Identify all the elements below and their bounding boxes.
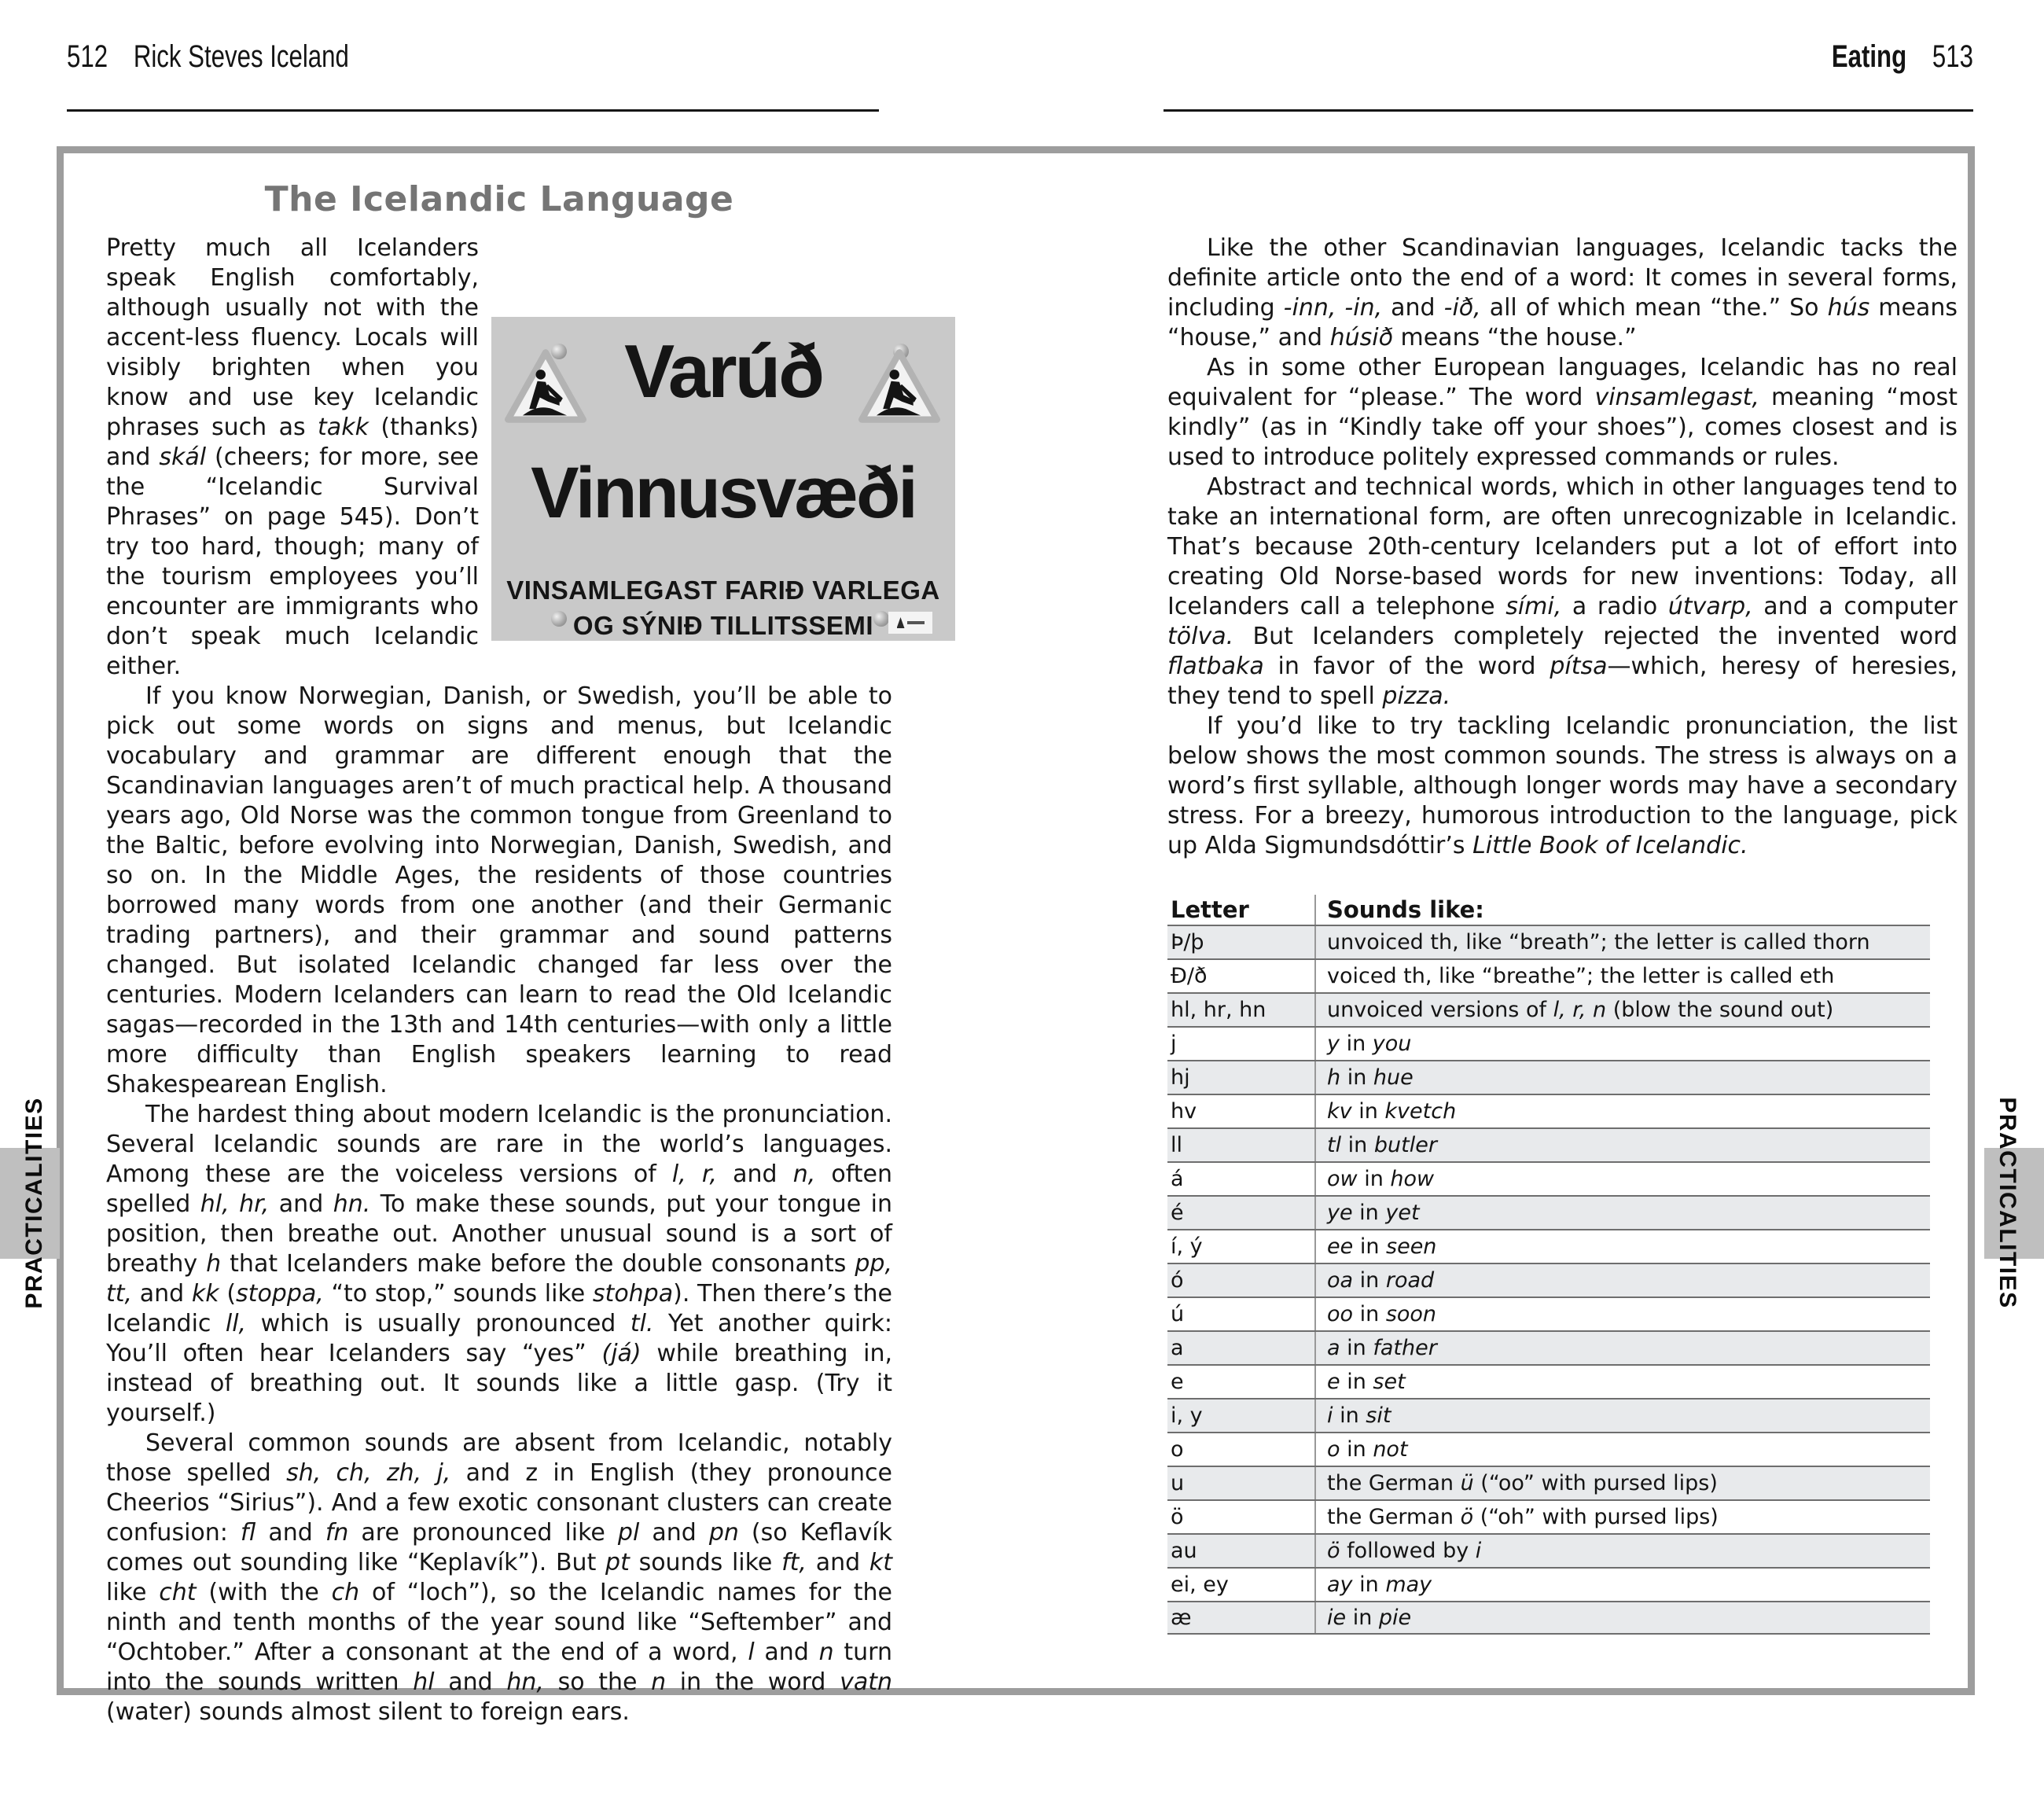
left-column (106, 234, 940, 1727)
table-letter-cell: ei, ey (1167, 1569, 1316, 1601)
table-row (1167, 1330, 1930, 1364)
table-row (1167, 1364, 1930, 1398)
table-row (1167, 958, 1930, 992)
paragraph (1167, 353, 1958, 473)
table-sounds-cell: a in father (1327, 1336, 1437, 1360)
page-number-left: 512 (67, 39, 108, 74)
table-letter-cell: i, y (1167, 1400, 1316, 1432)
table-row (1167, 1398, 1930, 1432)
paragraph (106, 1100, 892, 1429)
table-row (1167, 1601, 1930, 1635)
table-row (1167, 1161, 1930, 1195)
table-letter-cell: æ (1167, 1602, 1316, 1633)
sign-maker-logo (888, 612, 932, 634)
table-row (1167, 1297, 1930, 1330)
paragraph (1167, 234, 1958, 353)
table-row (1167, 1060, 1930, 1094)
table-letter-cell: hj (1167, 1061, 1316, 1094)
book-title: Rick Steves Iceland (133, 39, 349, 74)
table-letter-cell: hv (1167, 1095, 1316, 1127)
table-sounds-cell: unvoiced th, like “breath”; the letter is called thorn (1327, 930, 1870, 954)
table-letter-cell: ú (1167, 1298, 1316, 1330)
table-sounds-cell: voiced th, like “breathe”; the letter is called eth (1327, 964, 1835, 988)
running-head-right (1832, 39, 1973, 75)
roadwork-sign-photo (491, 317, 955, 641)
table-sounds-cell: the German ö (“oh” with pursed lips) (1327, 1505, 1719, 1529)
table-letter-cell: o (1167, 1433, 1316, 1466)
sign-headline-2: Vinnusvæði (531, 453, 916, 533)
table-sounds-cell: kv in kvetch (1327, 1099, 1457, 1124)
table-row (1167, 1026, 1930, 1060)
table-letter-cell: ó (1167, 1264, 1316, 1297)
pronunciation-table-body (1167, 925, 1930, 1635)
paragraph (106, 234, 940, 682)
table-sounds-cell: i in sit (1327, 1403, 1391, 1428)
right-column (1167, 234, 1958, 861)
page-number-right: 513 (1932, 39, 1973, 74)
table-sounds-cell: tl in butler (1327, 1133, 1437, 1157)
table-sounds-cell: ee in seen (1327, 1234, 1437, 1259)
table-letter-cell: hl, hr, hn (1167, 994, 1316, 1026)
header-rule-right (1164, 109, 1973, 112)
table-letter-cell: u (1167, 1467, 1316, 1499)
section-title: Eating (1831, 39, 1907, 74)
paragraph (1167, 473, 1958, 712)
sidebar-label-right: PRACTICALITIES (1994, 1097, 2020, 1309)
table-sounds-cell: ö followed by i (1327, 1539, 1482, 1563)
sign-headline: Varúð (624, 329, 822, 414)
paragraph-text: Several common sounds are absent from Icelandic, notably those spelled sh, ch, zh, j, and z in English (they pronounce Cheerios “Sirius”). And a few exotic consonant clusters can create confusion: fl and fn are pronounced like pl and pn (so Keflavík comes out sounding like “Keplavík”). But pt sounds like ft, and kt like cht (with the ch of “loch”), so the Icelandic names for the ninth and tenth months of the year sound like “Seftember” and “Ochtober.” After a consonant at the end of a word, l and n turn into the sounds written hl and hn, so the n in the word vatn (water) sounds almost silent to foreign ears. (106, 1429, 893, 1726)
table-letter-cell: j (1167, 1028, 1316, 1060)
paragraph-text: As in some other European languages, Icelandic has no real equivalent for “please.” The word vinsamlegast, meaning “most kindly” (as in “Kindly take off your shoes”), comes closest and is used to introduce politely expressed commands or rules. (1167, 354, 1958, 471)
paragraph-text: The hardest thing about modern Icelandic is the pronunciation. Several Icelandic sounds are rare in the world’s languages. Among these are the voiceless versions of l, r, and n, often spelled hl, hr, and hn. To make these sounds, put your tongue in position, then breathe out. Another unusual sound is a sort of breathy h that Icelanders make before the double consonants pp, tt, and kk (stoppa, “to stop,” sounds like stohpa). Then there’s the Icelandic ll, which is usually pronounced tl. Yet another quirk: You’ll often hear Icelanders say “yes” (já) while breathing in, instead of breathing out. It sounds like a little gasp. (Try it yourself.) (106, 1101, 893, 1427)
pronunciation-table (1167, 895, 1930, 1635)
paragraph-text: Pretty much all Icelanders speak English comfortably, although usually not with the accent-less fluency. Locals will visibly brighten when you know and use key Icelandic phrases such as takk (thanks) and skál (cheers; for more, see the “Icelandic Survival Phrases” on page 545). Don’t try too hard, though; many of the tourism employees you’ll encounter are immigrants who don’t speak much Icelandic either. (106, 234, 479, 680)
table-letter-cell: au (1167, 1535, 1316, 1567)
table-letter-cell: a (1167, 1332, 1316, 1364)
paragraph-text: Abstract and technical words, which in other languages tend to take an international form, are often unrecognizable in Icelandic. That’s because 20th-century Icelanders put a lot of effort into creating Old Norse-based words for new inventions: Today, all Icelanders call a telephone sími, a radio útvarp, and a computer tölva. But Icelanders completely rejected the invented word flatbaka in favor of the word pítsa—which, heresy of heresies, they tend to spell pizza. (1167, 473, 1958, 710)
sign-subtext: VINSAMLEGAST FARIÐ VARLEGA OG SÝNIÐ TILLITSSEMI (506, 576, 940, 640)
table-letter-cell: ll (1167, 1129, 1316, 1161)
table-sounds-cell: ye in yet (1327, 1201, 1420, 1225)
table-sounds-cell: oa in road (1327, 1268, 1435, 1293)
table-sounds-cell: oo in soon (1327, 1302, 1437, 1326)
table-row (1167, 1533, 1930, 1567)
table-sounds-cell: e in set (1327, 1370, 1406, 1394)
paragraph (106, 682, 892, 1100)
table-row (1167, 1229, 1930, 1263)
table-header-row (1167, 895, 1930, 925)
table-letter-cell: Þ/þ (1167, 926, 1316, 958)
table-sounds-cell: y in you (1327, 1032, 1412, 1056)
table-row (1167, 1466, 1930, 1499)
table-letter-cell: á (1167, 1163, 1316, 1195)
table-sounds-cell: h in hue (1327, 1065, 1414, 1090)
table-row (1167, 1094, 1930, 1127)
table-row (1167, 925, 1930, 958)
table-sounds-cell: ow in how (1327, 1167, 1435, 1191)
table-sounds-cell: unvoiced versions of l, r, n (blow the sound out) (1327, 998, 1834, 1022)
paragraph-text: Like the other Scandinavian languages, Icelandic tacks the definite article onto the end of a word: It comes in several forms, including -inn, -in, and -ið, all of which mean “the.” So hús means “house,” and húsið means “the house.” (1167, 234, 1958, 351)
paragraph (1167, 712, 1958, 861)
table-letter-cell: í, ý (1167, 1230, 1316, 1263)
paragraph-text: If you know Norwegian, Danish, or Swedish, you’ll be able to pick out some words on signs and menus, but Icelandic vocabulary and grammar are different enough that the Scandinavian languages aren’t of much practical help. A thousand years ago, Old Norse was the common tongue from Greenland to the Baltic, before evolving into Norwegian, Danish, Swedish, and so on. In the Middle Ages, the residents of those countries borrowed many words from one another (and their Germanic trading partners), and their grammar and sound patterns changed. But isolated Icelandic changed far less over the centuries. Modern Icelanders can learn to read the Old Icelandic sagas—recorded in the 13th and 14th centuries—with only a little more difficulty than English speakers learning to read Shakespearean English. (106, 682, 892, 1098)
sidebar-label-left: PRACTICALITIES (21, 1097, 47, 1309)
table-sounds-cell: the German ü (“oo” with pursed lips) (1327, 1471, 1718, 1495)
table-sounds-cell: ie in pie (1327, 1606, 1412, 1630)
table-letter-cell: e (1167, 1366, 1316, 1398)
header-rule-left (67, 109, 879, 112)
paragraph (106, 1429, 892, 1727)
table-row (1167, 1127, 1930, 1161)
table-sounds-cell: ay in may (1327, 1572, 1432, 1597)
table-sounds-cell: o in not (1327, 1437, 1408, 1462)
table-row (1167, 1567, 1930, 1601)
paragraph-text: If you’d like to try tackling Icelandic pronunciation, the list below shows the most common sounds. The stress is always on a word’s first syllable, although longer words may have a secondary stress. For a breezy, humorous introduction to the language, pick up Alda Sigmundsdóttir’s Little Book of Icelandic. (1167, 712, 1958, 859)
running-head-left (67, 39, 349, 75)
table-row (1167, 1195, 1930, 1229)
table-row (1167, 1263, 1930, 1297)
page-title: The Icelandic Language (264, 179, 734, 219)
table-row (1167, 1499, 1930, 1533)
table-row (1167, 992, 1930, 1026)
table-letter-cell: Ð/ð (1167, 960, 1316, 992)
table-row (1167, 1432, 1930, 1466)
table-letter-cell: ö (1167, 1501, 1316, 1533)
table-header-sounds: Sounds like: (1327, 896, 1484, 923)
table-header-letter: Letter (1167, 895, 1316, 925)
table-letter-cell: é (1167, 1197, 1316, 1229)
